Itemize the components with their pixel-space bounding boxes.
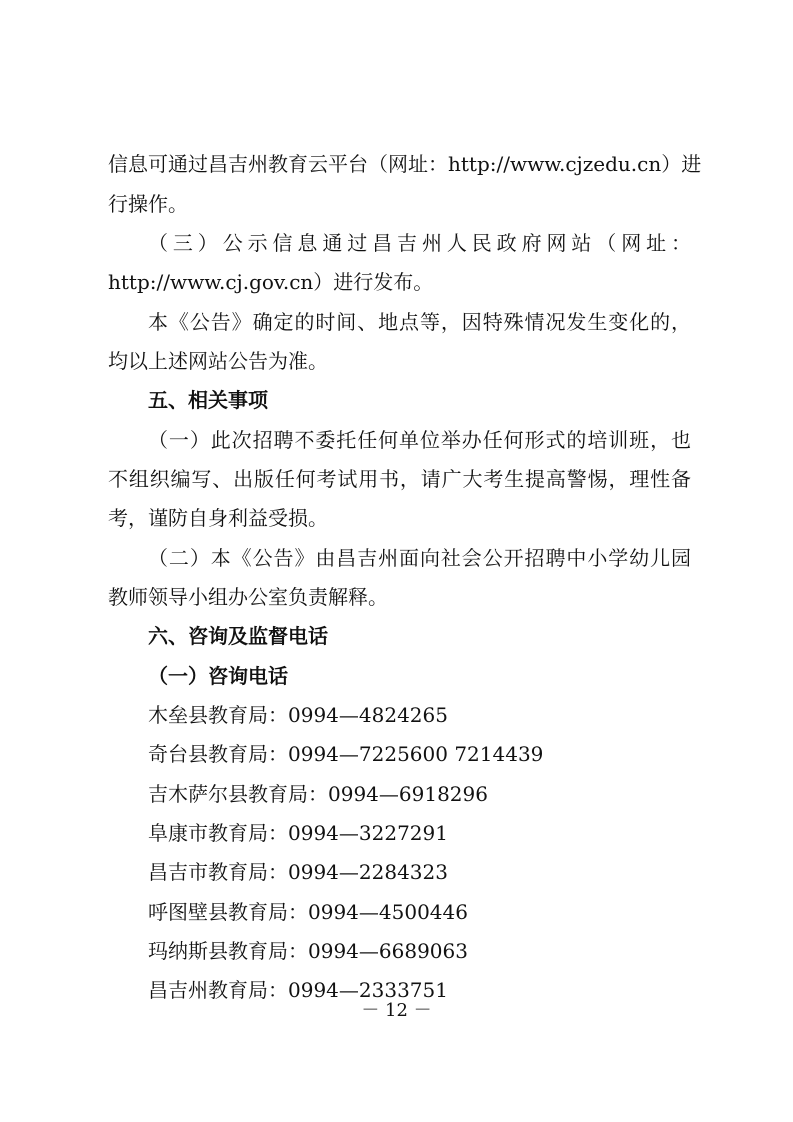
paragraph-line: 本《公告》确定的时间、地点等，因特殊情况发生变化的，: [148, 310, 691, 334]
contact-line: 昌吉市教育局：0994—2284323: [148, 860, 448, 884]
contact-line: 玛纳斯县教育局：0994—6689063: [148, 939, 468, 963]
paragraph-line: 均以上述网站公告为准。: [108, 349, 328, 373]
subsection-heading: （一）咨询电话: [148, 664, 288, 688]
paragraph-line: 信息可通过昌吉州教育云平台（网址：http://www.cjzedu.cn）进: [108, 152, 702, 176]
paragraph-line: 教师领导小组办公室负责解释。: [108, 585, 388, 609]
contact-line: 木垒县教育局：0994—4824265: [148, 703, 448, 727]
paragraph-line: 不组织编写、出版任何考试用书，请广大考生提高警惕，理性备: [108, 467, 691, 491]
contact-line: 呼图壁县教育局：0994—4500446: [148, 900, 468, 924]
contact-line: 吉木萨尔县教育局：0994—6918296: [148, 782, 488, 806]
contact-line: 昌吉州教育局：0994—2333751: [148, 978, 448, 1002]
paragraph-line: 考，谨防自身利益受损。: [108, 506, 328, 530]
section-heading: 五、相关事项: [148, 388, 268, 412]
paragraph-line: （一）此次招聘不委托任何单位举办任何形式的培训班，也: [148, 428, 691, 452]
page-number: － 12 －: [361, 1000, 432, 1021]
contact-line: 阜康市教育局：0994—3227291: [148, 821, 448, 845]
section-heading: 六、咨询及监督电话: [148, 624, 328, 648]
paragraph-line: （三）公示信息通过昌吉州人民政府网站（网址：: [148, 231, 691, 255]
paragraph-line: （二）本《公告》由昌吉州面向社会公开招聘中小学幼儿园: [148, 546, 691, 570]
paragraph-line: http://www.cj.gov.cn）进行发布。: [108, 270, 434, 294]
contact-line: 奇台县教育局：0994—7225600 7214439: [148, 742, 544, 766]
paragraph-line: 行操作。: [108, 192, 188, 216]
